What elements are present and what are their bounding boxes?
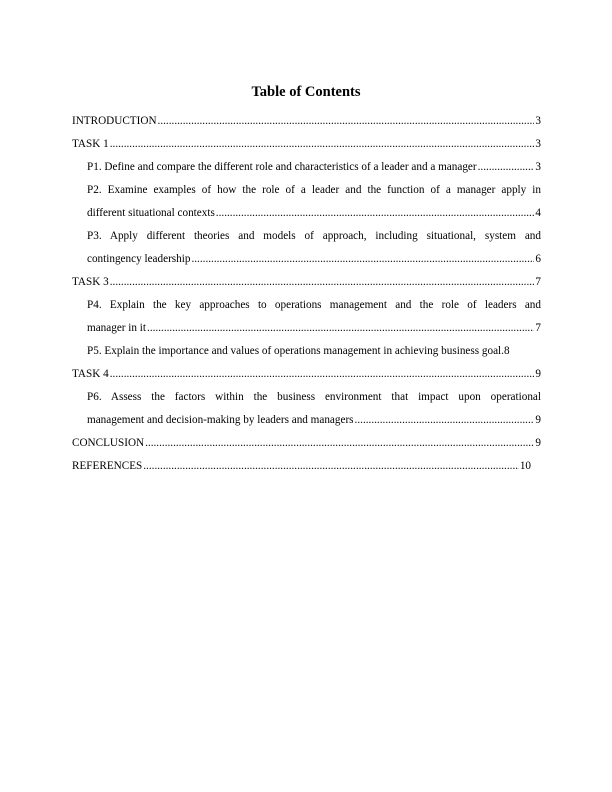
toc-entry-text: P5. Explain the importance and values of operations management in achieving business goal. (87, 345, 504, 357)
toc-page-number: 7 (535, 276, 541, 288)
toc-entry-p5[interactable] (72, 344, 541, 367)
toc-entry-task-4[interactable] (72, 367, 541, 390)
dot-leader (110, 367, 535, 382)
toc-page-number: 10 (519, 460, 531, 472)
dot-leader (191, 252, 534, 267)
toc-entry-references[interactable] (72, 459, 541, 482)
toc-entry-p4[interactable] (72, 298, 541, 344)
toc-entry-text-continued: different situational contexts (87, 207, 215, 219)
toc-entry-text: CONCLUSION (72, 437, 145, 449)
dot-leader (110, 137, 535, 152)
toc-page-number: 9 (535, 437, 541, 449)
toc-entry-introduction[interactable] (72, 114, 541, 137)
dot-leader (143, 459, 519, 474)
toc-page-number: 3 (535, 115, 541, 127)
toc-entry-text: REFERENCES (72, 460, 143, 472)
toc-list (72, 114, 541, 482)
toc-entry-p6[interactable] (72, 390, 541, 436)
dot-leader (145, 436, 534, 451)
toc-entry-text-continued: manager in it (87, 322, 147, 334)
toc-entry-text: P6. Assess the factors within the business environment that impact upon operational (87, 391, 541, 403)
toc-entry-p3[interactable] (72, 229, 541, 275)
toc-entry-text: P1. Define and compare the different role and characteristics of a leader and a manager (87, 161, 477, 173)
toc-entry-text: P3. Apply different theories and models of approach, including situational, system and (87, 230, 541, 242)
toc-entry-text: P2. Examine examples of how the role of a leader and the function of a manager apply in (87, 184, 541, 196)
dot-leader (355, 413, 535, 428)
toc-page-number: 8 (503, 345, 510, 357)
toc-entry-p2[interactable] (72, 183, 541, 229)
dot-leader (147, 321, 534, 336)
toc-page-number: 3 (535, 138, 541, 150)
toc-entry-text: TASK 4 (72, 368, 109, 380)
toc-title: Table of Contents (251, 84, 361, 100)
toc-entry-p1[interactable] (72, 160, 541, 183)
toc-entry-task-1[interactable] (72, 137, 541, 160)
toc-entry-conclusion[interactable] (72, 436, 541, 459)
toc-entry-task-3[interactable] (72, 275, 541, 298)
dot-leader (478, 160, 535, 175)
toc-page-number: 3 (535, 161, 541, 173)
toc-entry-text: TASK 3 (72, 276, 109, 288)
toc-page-number: 6 (535, 253, 541, 265)
toc-entry-text: INTRODUCTION (72, 115, 157, 127)
dot-leader (110, 275, 535, 290)
toc-page-number: 9 (535, 414, 541, 426)
dot-leader (216, 206, 535, 221)
toc-entry-text: P4. Explain the key approaches to operations management and the role of leaders and (87, 299, 541, 311)
toc-page-number: 9 (535, 368, 541, 380)
dot-leader (158, 114, 535, 129)
toc-entry-text: TASK 1 (72, 138, 109, 150)
toc-page-number: 4 (535, 207, 541, 219)
toc-entry-text-continued: contingency leadership (87, 253, 191, 265)
toc-entry-text-continued: management and decision-making by leaders and managers (87, 414, 354, 426)
toc-page-number: 7 (535, 322, 541, 334)
